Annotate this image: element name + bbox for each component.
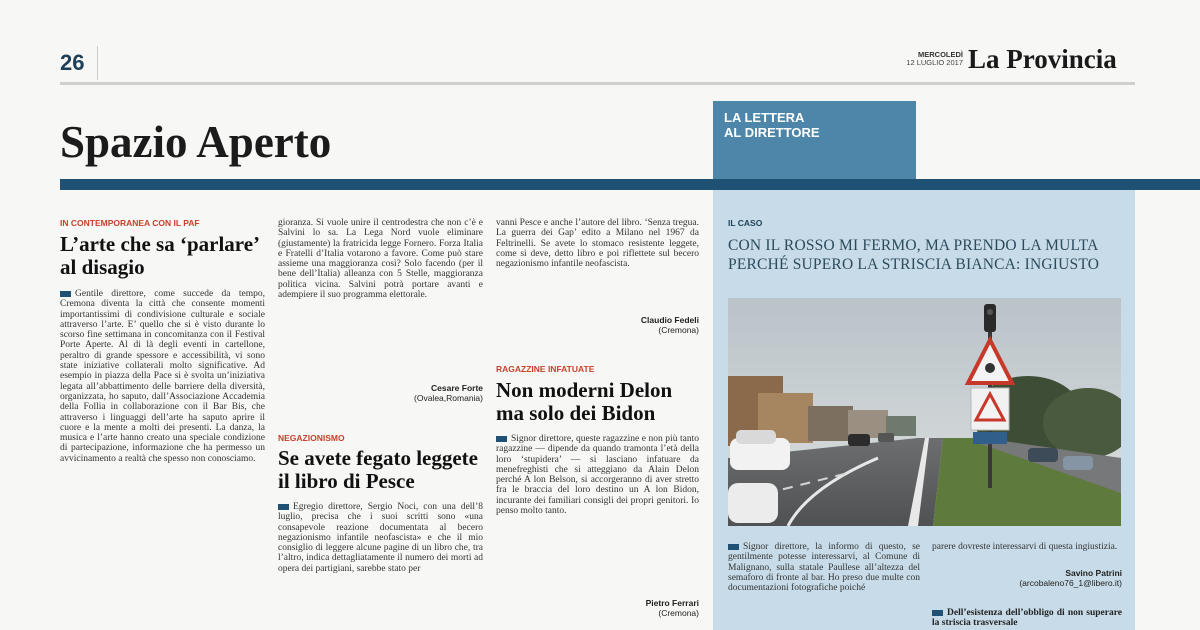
caso-photo [728, 298, 1121, 526]
article-3-signature [496, 598, 699, 618]
caso-body-right: parere dovreste interessarvi di questa ingiustizia. [932, 542, 1118, 552]
article-1-kicker: IN CONTEMPORANEA CON IL PAF [60, 218, 200, 228]
caso-signature-place: (arcobaleno76_1@libero.it) [1019, 578, 1122, 588]
caso-signature [932, 568, 1122, 588]
masthead: La Provincia [968, 44, 1117, 74]
article-2-continuation: vanni Pesce e anche l’autore del libro. ‘Senza tregua. La guerra dei Gap’ edito a Milano nel 1967 da Feltrinelli. Se avete lo stomaco resistente leggete, come si deve, detto libro e poi riflettete sul becero negazionismo infantile neofascista. [496, 218, 699, 270]
paragraph-bullet-icon [496, 436, 507, 442]
caso-headline: CON IL ROSSO MI FERMO, MA PRENDO LA MULTA PERCHÉ SUPERO LA STRISCIA BIANCA: INGIUSTO [728, 237, 1100, 273]
caso-text-left: Signor direttore, la informo di questo, se gentilmente potesse interessarvi, al Comune di Malignano, sulla statale Paullese all’altezza del semaforo di fronte al bar. Ho preso due multe con documentazioni fotografiche poiché [728, 542, 920, 594]
paragraph-bullet-icon [728, 544, 739, 550]
article-2-signature [496, 315, 699, 335]
article-1-headline: L’arte che sa ‘parlare’ al disagio [60, 232, 259, 279]
article-3-headline: Non moderni Delon ma solo dei Bidon [496, 378, 673, 425]
letter-box-line2: AL DIRETTORE [724, 125, 820, 140]
article-2-headline: Se avete fegato leggete il libro di Pesce [278, 446, 478, 493]
caso-next-text: Dell’esistenza dell’obbligo di non superare la striscia trasversale [932, 608, 1122, 628]
article-1-signature-name: Cesare Forte [431, 383, 483, 393]
caso-signature-name: Savino Patrini [1065, 568, 1122, 578]
article-2-signature-place: (Cremona) [658, 325, 699, 335]
article-3-body [496, 434, 699, 594]
article-2-signature-name: Claudio Fedeli [640, 315, 699, 325]
caso-body-left [728, 542, 920, 628]
caso-kicker: IL CASO [728, 218, 763, 228]
article-1-signature-place: (Ovalea,Romania) [414, 393, 483, 403]
issue-date [893, 51, 963, 67]
header-rule [60, 82, 1135, 85]
article-3-signature-place: (Cremona) [658, 608, 699, 618]
article-3-signature-name: Pietro Ferrari [645, 598, 699, 608]
section-band [60, 179, 1200, 190]
paragraph-bullet-icon [60, 291, 71, 297]
article-2-kicker: NEGAZIONISMO [278, 433, 345, 443]
article-2-text: Egregio direttore, Sergio Noci, con una dell’8 luglio, precisa che i suoi scritti sono «una consapevole reazione documentata al becero negazionismo infantile neofascista» e che il mio consiglio di leggere alcune pagine di un libro che, tra l’altro, indica dettagliatamente il numero dei morti ad opera dei partigiani, sarebbe stato per [278, 502, 483, 574]
letter-box-label [724, 110, 820, 140]
page-number: 26 [60, 50, 85, 75]
article-3-text: Signor direttore, queste ragazzine e non più tanto ragazzine — dipende da quando tramonta l’età della loro ‘stupidera’ — si lasciano infatuare da menefreghisti che si atteggiano da Alain Delon perché A lon Belson, si accorgeranno di aver stretto fra le braccia del loro destino un A lon Bidon, incurante dei familiari consigli dei propri genitori. Io penso molto tanto. [496, 434, 699, 517]
street-photo-image [728, 298, 1121, 526]
paragraph-bullet-icon [932, 610, 943, 616]
issue-day: MERCOLEDÌ [918, 50, 963, 59]
article-2-body [278, 502, 483, 625]
article-1-continuation: gioranza. Si vuole unire il centrodestra che non c’è e Salvini lo sa. La Lega Nord vuole eliminare (giustamente) la fratricida legge Fornero. Forza Italia e Fratelli d’Italia votarono a favore. Come può stare assieme una maggioranza così? Solo facendo (per il bene dell’Italia) alleanza con 5 Stelle, maggioranza politica vicina. Salvini potrà portare avanti e adempiere il suo programma elettorale. [278, 218, 483, 301]
article-3-kicker: RAGAZZINE INFATUATE [496, 364, 595, 374]
article-1-body [60, 289, 265, 625]
letter-box-line1: LA LETTERA [724, 110, 805, 125]
issue-date-full: 12 LUGLIO 2017 [906, 58, 963, 67]
section-title: Spazio Aperto [60, 117, 332, 167]
article-1-signature [278, 383, 483, 403]
article-1-text: Gentile direttore, come succede da tempo, Cremona diventa la città che consente momenti importantissimi di condivisione culturale e sociale attraverso l’arte. E’ quello che si è visto durante lo scorso fine settimana in concomitanza con il Festival Porte Aperte. Al di là degli eventi in cartellone, peraltro di grande spessore e accessibilità, vi sono state iniziative collaterali molto significative. Ad esempio in piazza della Pace si è svolta un’iniziativa legata all’abbattimento delle barriere della diversità, organizzata, ho saputo, dall’Associazione Accademia della Follia in collaborazione con il Bar Bis, che attraverso i linguaggi dell’arte ha saputo aprire il cuore e la mente a molti dei presenti. La danza, la musica e l’arte hanno creato una speciale condizione di partecipazione, informazione che ha permesso un avvicinamento a realtà che spesso non conosciamo. [60, 289, 265, 464]
header-divider [97, 46, 98, 80]
paragraph-bullet-icon [278, 504, 289, 510]
caso-next-teaser [932, 608, 1122, 628]
